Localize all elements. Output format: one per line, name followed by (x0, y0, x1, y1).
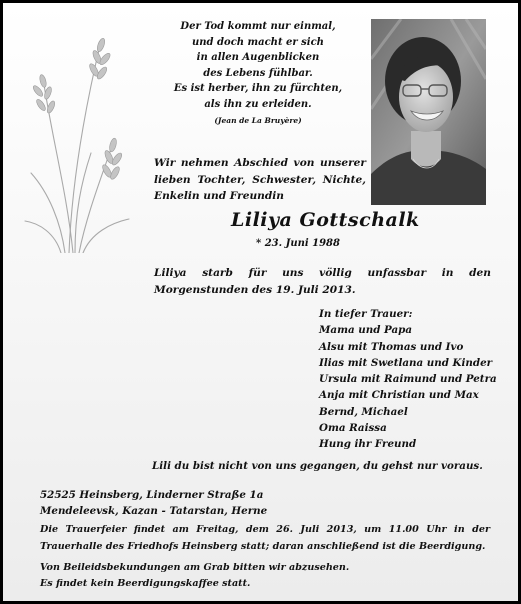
poem-line: in allen Augenblicken (196, 52, 320, 64)
condolence-line: Es findet kein Beerdigungskaffee statt. (40, 578, 251, 589)
poem-line: und doch macht er sich (192, 36, 324, 48)
birth-date: * 23. Juni 1988 (256, 238, 340, 249)
wheat-illustration (21, 23, 131, 253)
address-block (40, 487, 267, 519)
mourner-entry: Mama und Papa (319, 324, 412, 337)
mourner-entry: Anja mit Christian und Max (319, 389, 479, 402)
farewell-text: Wir nehmen Abschied von unserer lieben Tochter, Schwester, Nichte, Enkelin und Freundin (154, 157, 366, 202)
deceased-name: Liliya Gottschalk (231, 209, 420, 231)
funeral-info: Die Trauerfeier findet am Freitag, dem 26. Juli 2013, um 11.00 Uhr in der Trauerhalle des Friedhofs Heinsberg statt; daran anschließend ist die Beerdigung. (40, 524, 490, 552)
condolence-line: Von Beileidsbekundungen am Grab bitten wir abzusehen. (40, 562, 350, 573)
mourner-entry: Ilias mit Swetlana und Kinder (319, 356, 493, 369)
poem-line: Es ist herber, ihn zu fürchten, (173, 83, 343, 95)
mourner-entry: Bernd, Michael (319, 405, 408, 418)
poem-line: des Lebens fühlbar. (203, 67, 313, 79)
portrait-photo (371, 19, 486, 205)
portrait-image (371, 19, 486, 205)
address-line: 52525 Heinsberg, Linderner Straße 1a (40, 489, 264, 501)
mourner-entry: Hung ihr Freund (319, 438, 417, 451)
mourners-heading: In tiefer Trauer: (319, 308, 413, 320)
mourner-entry: Oma Raissa (319, 422, 387, 435)
poem-line: Der Tod kommt nur einmal, (180, 21, 336, 32)
address-line: Mendeleevsk, Kazan - Tatarstan, Herne (40, 505, 268, 517)
poem-line: als ihn zu erleiden. (204, 98, 312, 110)
obituary-page (3, 3, 518, 601)
closing-line: Lili du bist nicht von uns gegangen, du gehst nur voraus. (152, 460, 483, 472)
poem (153, 19, 363, 128)
condolence-note (40, 560, 349, 592)
mourner-entry: Ursula mit Raimund und Petra (319, 373, 497, 386)
mourner-entry: Alsu mit Thomas und Ivo (319, 340, 464, 353)
mourners-list (319, 306, 509, 453)
poem-author: (Jean de La Bruyère) (214, 115, 302, 125)
death-notice-text: Liliya starb für uns völlig unfassbar in den Morgenstunden des 19. Juli 2013. (154, 267, 491, 296)
